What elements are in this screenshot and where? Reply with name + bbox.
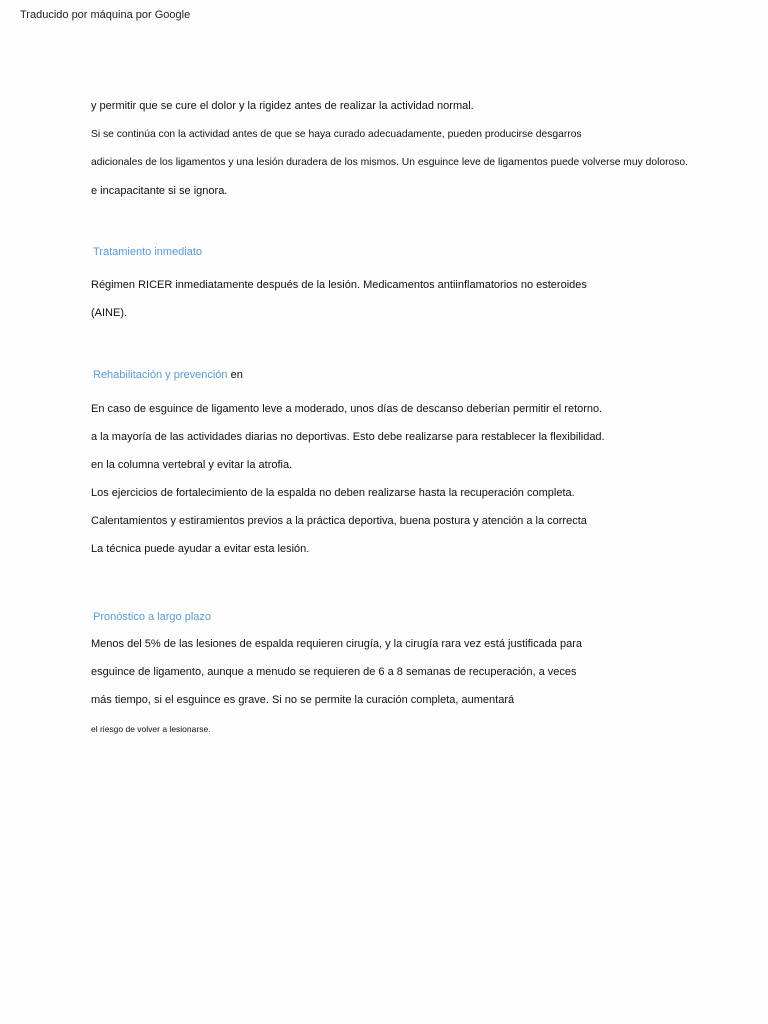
intro-line-2: Si se continúa con la actividad antes de que se haya curado adecuadamente, pueden producirse desgarros [91, 129, 582, 140]
heading-rehabilitation-suffix: en [227, 369, 243, 381]
prognosis-line-4: el riesgo de volver a lesionarse. [91, 724, 211, 734]
rehab-line-1: En caso de esguince de ligamento leve a moderado, unos días de descanso deberían permitir el retorno. [91, 403, 603, 415]
rehab-line-5: Calentamientos y estiramientos previos a la práctica deportiva, buena postura y atención a la correcta [91, 515, 587, 527]
heading-rehabilitation-text: Rehabilitación y prevención [93, 369, 228, 381]
rehab-line-6: La técnica puede ayudar a evitar esta lesión. [91, 543, 310, 555]
heading-long-term-prognosis: Pronóstico a largo plazo [93, 611, 212, 623]
treatment-line-1: Régimen RICER inmediatamente después de la lesión. Medicamentos antiinflamatorios no esteroides [91, 279, 587, 291]
rehab-line-3: en la columna vertebral y evitar la atrofia. [91, 459, 293, 471]
intro-line-3: adicionales de los ligamentos y una lesión duradera de los mismos. Un esguince leve de ligamentos puede volverse muy doloroso. [91, 157, 688, 168]
rehab-line-2: a la mayoría de las actividades diarias no deportivas. Esto debe realizarse para restablecer la flexibilidad. [91, 431, 605, 443]
prognosis-line-3: más tiempo, si el esguince es grave. Si no se permite la curación completa, aumentará [91, 694, 515, 706]
heading-rehabilitation [93, 369, 243, 382]
treatment-line-2: (AINE). [91, 307, 128, 319]
intro-line-4: e incapacitante si se ignora. [91, 185, 228, 197]
prognosis-line-1: Menos del 5% de las lesiones de espalda requieren cirugía, y la cirugía rara vez está justificada para [91, 638, 582, 650]
rehab-line-4: Los ejercicios de fortalecimiento de la espalda no deben realizarse hasta la recuperación completa. [91, 487, 575, 499]
prognosis-line-2: esguince de ligamento, aunque a menudo se requieren de 6 a 8 semanas de recuperación, a veces [91, 666, 577, 678]
intro-line-1: y permitir que se cure el dolor y la rigidez antes de realizar la actividad normal. [91, 100, 474, 112]
machine-translation-banner: Traducido por máquina por Google [20, 9, 191, 21]
heading-immediate-treatment: Tratamiento inmediato [93, 246, 203, 258]
